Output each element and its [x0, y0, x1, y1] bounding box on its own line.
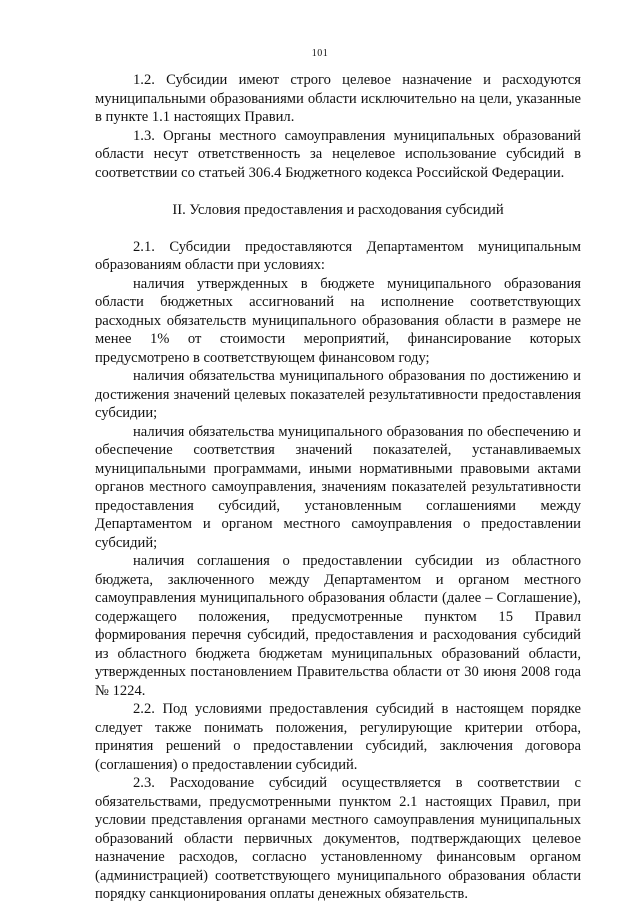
condition-target-indicators: наличия обязательства муниципального образования по достижению и достижения значений целевых показателей результативности предоставления субсидии; [95, 368, 581, 421]
condition-budget-allocations: наличия утвержденных в бюджете муниципального образования области бюджетных ассигнований на исполнение соответствующих расходных обязательств муниципального образования области в размере не менее 1% от стоимости мероприятий, финансирование которых предусмотрено в соответствующем финансовом году; [95, 275, 581, 366]
section-heading: II. Условия предоставления и расходования субсидий [172, 202, 504, 218]
page-number: 101 [311, 48, 329, 59]
condition-indicator-compliance: наличия обязательства муниципального образования по обеспечению и обеспечение соответствия значений показателей, устанавливаемых муниципальными программами, иными нормативными правовыми актами органов местного самоуправления, значениям показателей результативности предоставления субсидий, установленным соглашениями между Департаментом и органом местного самоуправления о предоставлении субсидий; [95, 423, 581, 551]
paragraph-1-3: 1.3. Органы местного самоуправления муниципальных образований области несут ответственность за нецелевое использование субсидий в соответствии со статьей 306.4 Бюджетного кодекса Российской Федерации. [95, 127, 581, 181]
condition-agreement: наличия соглашения о предоставлении субсидии из областного бюджета, заключенного между Департаментом и органом местного самоуправления муниципального образования области (далее – Соглашение), содержащего положения, предусмотренные пунктом 15 Правил формирования перечня субсидий, предоставления и расходования субсидий из областного бюджета бюджетам муниципальных образований области, утвержденных постановлением Правительства области от 30 июня 2008 года № 1224. [95, 553, 581, 699]
paragraph-2-3: 2.3. Расходование субсидий осуществляется в соответствии с обязательствами, предусмотренными пунктом 2.1 настоящих Правил, при условии представления органами местного самоуправления муниципальных образований области первичных документов, подтверждающих целевое назначение расходов, согласно установленному финансовым органом (администрацией) соответствующего муниципального образования области порядку санкционирования оплаты денежных обязательств. [95, 775, 581, 902]
document-body [95, 71, 581, 904]
paragraph-1-2: 1.2. Субсидии имеют строго целевое назначение и расходуются муниципальными образованиями области исключительно на цели, указанные в пункте 1.1 настоящих Правил. [95, 72, 581, 125]
paragraph-2-2: 2.2. Под условиями предоставления субсидий в настоящем порядке следует также понимать положения, регулирующие критерии отбора, принятия решений о предоставлении субсидий, заключения договора (соглашения) о предоставлении субсидий. [95, 701, 581, 773]
paragraph-2-1: 2.1. Субсидии предоставляются Департаментом муниципальным образованиям области при условиях: [95, 238, 581, 273]
